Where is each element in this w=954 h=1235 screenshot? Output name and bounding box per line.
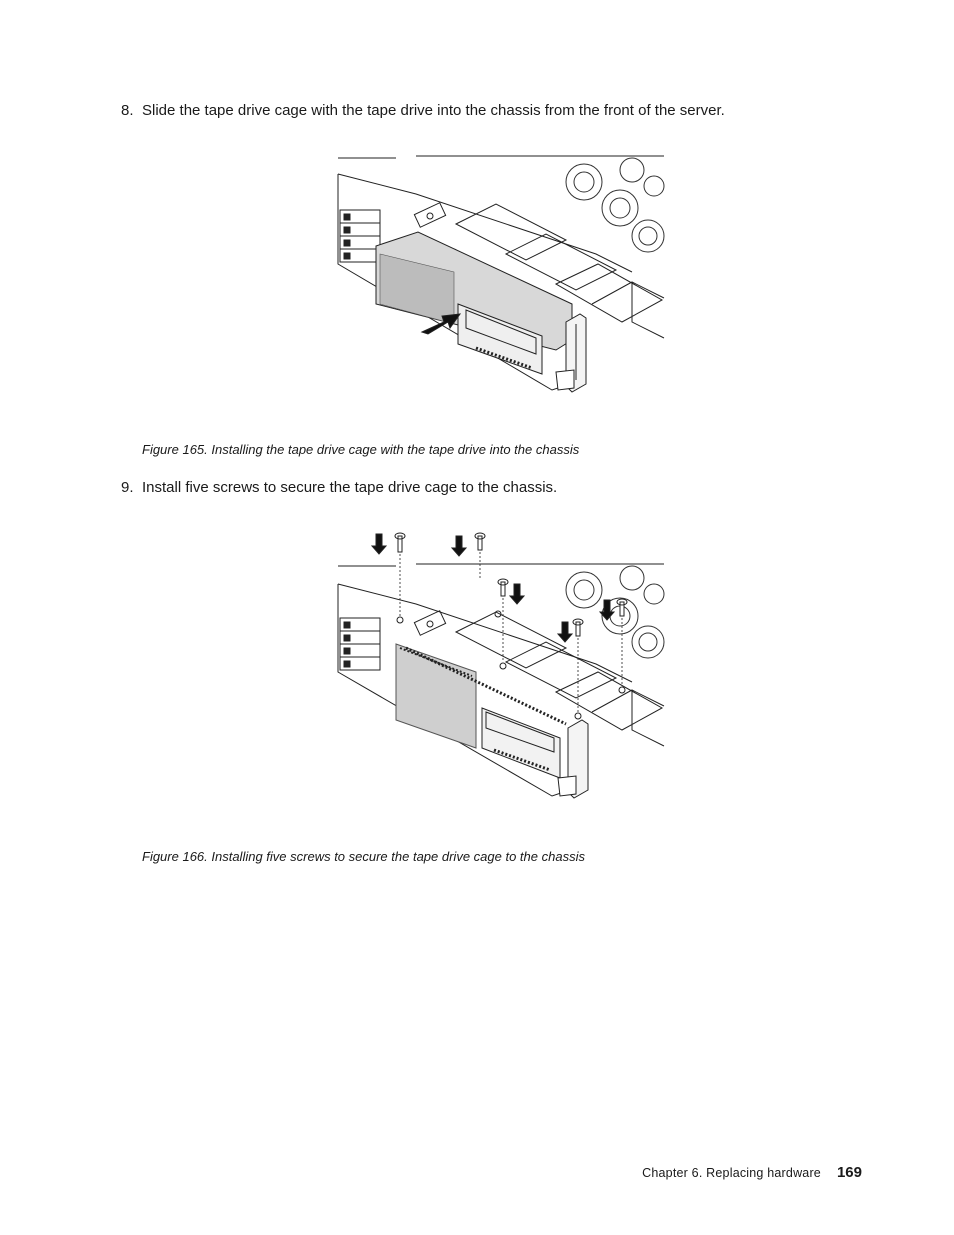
figure-166-caption: Figure 166. Installing five screws to secure the tape drive cage to the chassis bbox=[142, 849, 585, 864]
figure-165-illustration bbox=[336, 154, 666, 396]
page-footer bbox=[600, 1164, 862, 1184]
figure-165-caption: Figure 165. Installing the tape drive cage with the tape drive into the chassis bbox=[142, 442, 580, 457]
page-number: 169 bbox=[836, 1164, 862, 1181]
step-number: 9. bbox=[121, 479, 134, 496]
step-text: Install five screws to secure the tape drive cage to the chassis. bbox=[142, 479, 558, 496]
figure-166-illustration bbox=[336, 532, 666, 802]
step-9 bbox=[121, 478, 557, 498]
step-8 bbox=[121, 101, 725, 121]
step-text: Slide the tape drive cage with the tape drive into the chassis from the front of the server. bbox=[142, 102, 725, 119]
step-number: 8. bbox=[121, 102, 134, 119]
footer-chapter-title: Chapter 6. Replacing hardware bbox=[642, 1166, 821, 1180]
